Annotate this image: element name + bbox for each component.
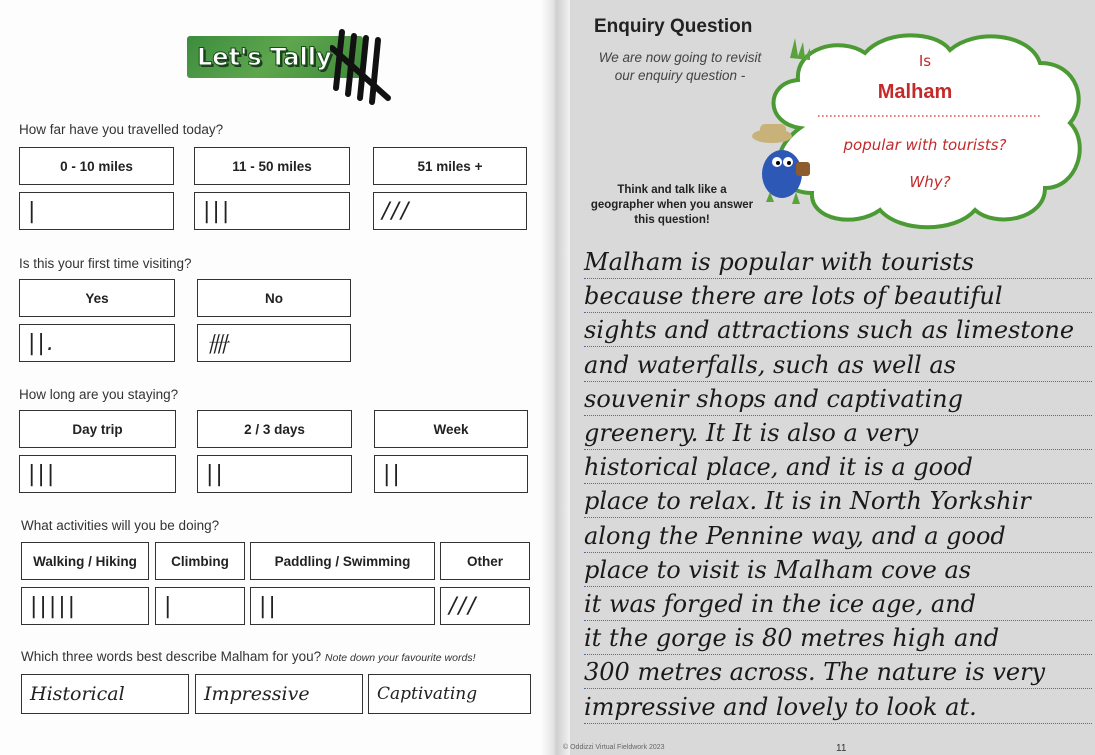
- q4-col1-header: Walking / Hiking: [21, 542, 149, 580]
- enquiry-title: Enquiry Question: [594, 16, 753, 37]
- q4-col1-tally: |||||: [21, 587, 149, 625]
- q3-col2-tally: ||: [197, 455, 352, 493]
- q2-col1-tally: ||.: [19, 324, 175, 362]
- ruled-line: [584, 449, 1092, 450]
- q5-word-2: Impressive: [195, 674, 363, 714]
- q4-col2-header: Climbing: [155, 542, 245, 580]
- q4-col2-tally: |: [155, 587, 245, 625]
- answer-line: it the gorge is 80 metres high and: [584, 624, 1000, 653]
- q3-col3-header: Week: [374, 410, 528, 448]
- ruled-line: [584, 688, 1092, 689]
- q2-question: Is this your first time visiting?: [19, 256, 192, 271]
- ruled-line: [584, 654, 1092, 655]
- mascot-character: [752, 122, 832, 214]
- q3-question: How long are you staying?: [19, 387, 179, 402]
- q3-col2-header: 2 / 3 days: [197, 410, 352, 448]
- q5-question-row: [21, 649, 475, 664]
- answer-line: impressive and lovely to look at.: [584, 692, 977, 721]
- q4-col3-tally: ||: [250, 587, 435, 625]
- enquiry-subtitle: We are now going to revisit our enquiry question -: [598, 50, 762, 83]
- tally-mark-graphic: [330, 28, 392, 110]
- q1-col2-tally: |||: [194, 192, 350, 230]
- cloud-is: Is: [918, 52, 932, 70]
- q1-col3-header: 51 miles +: [373, 147, 527, 185]
- ruled-line: [584, 381, 1092, 382]
- q5-question: Which three words best describe Malham for you?: [21, 649, 322, 664]
- q3-col3-tally: ||: [374, 455, 528, 493]
- ruled-line: [584, 312, 1092, 313]
- answer-line: it was forged in the ice age, and: [584, 590, 977, 618]
- q1-col1-header: 0 - 10 miles: [19, 147, 174, 185]
- ruled-line: [584, 723, 1092, 724]
- answer-line: along the Pennine way, and a good: [584, 521, 1006, 550]
- q3-col1-header: Day trip: [19, 410, 176, 448]
- q2-col2-header: No: [197, 279, 351, 317]
- q4-col4-tally: ///: [440, 587, 530, 625]
- cloud-popular: popular with tourists?: [843, 136, 1007, 154]
- q5-note: Note down your favourite words!: [324, 652, 476, 664]
- answer-line: sights and attractions such as limestone: [584, 316, 1075, 345]
- q2-col1-header: Yes: [19, 279, 175, 317]
- cloud-malham: Malham: [877, 81, 953, 103]
- q5-word-1: Historical: [21, 674, 189, 714]
- q4-question: What activities will you be doing?: [21, 518, 220, 533]
- ruled-line: [584, 620, 1092, 621]
- ruled-line: [584, 586, 1092, 587]
- ruled-line: [584, 517, 1092, 518]
- answer-line: historical place, and it is a good: [584, 453, 973, 482]
- q4-col4-header: Other: [440, 542, 530, 580]
- ruled-line: [584, 278, 1092, 279]
- q1-col2-header: 11 - 50 miles: [194, 147, 350, 185]
- answer-line: place to visit is Malham cove as: [584, 555, 972, 584]
- answer-line: place to relax. It is in North Yorkshir: [584, 487, 1031, 516]
- q3-col1-tally: |||: [19, 455, 176, 493]
- ruled-line: [584, 552, 1092, 553]
- q1-col1-tally: |: [19, 192, 174, 230]
- cloud-why: Why?: [909, 173, 951, 191]
- q1-question: How far have you travelled today?: [19, 122, 224, 137]
- answer-line: and waterfalls, such as well as: [584, 350, 956, 379]
- think-instruction: Think and talk like a geographer when you answer this question!: [590, 184, 754, 226]
- q4-col3-header: Paddling / Swimming: [250, 542, 435, 580]
- q2-col2-tally: 卌: [197, 324, 351, 362]
- q1-col3-tally: ///: [373, 192, 527, 230]
- q5-word-3: Captivating: [368, 674, 531, 714]
- answer-line: Malham is popular with tourists: [584, 248, 974, 276]
- banner-title: Let's Tally: [197, 43, 332, 71]
- answer-line: greenery. It It is also a very: [584, 419, 919, 447]
- footer-copyright: © Oddizzi Virtual Fieldwork 2023: [563, 744, 665, 751]
- answer-line: because there are lots of beautiful: [584, 282, 1003, 311]
- ruled-line: [584, 483, 1092, 484]
- ruled-line: [584, 415, 1092, 416]
- answer-line: 300 metres across. The nature is very: [584, 658, 1046, 687]
- answer-line: souvenir shops and captivating: [584, 384, 963, 413]
- page-number: 11: [836, 743, 847, 754]
- ruled-line: [584, 346, 1092, 347]
